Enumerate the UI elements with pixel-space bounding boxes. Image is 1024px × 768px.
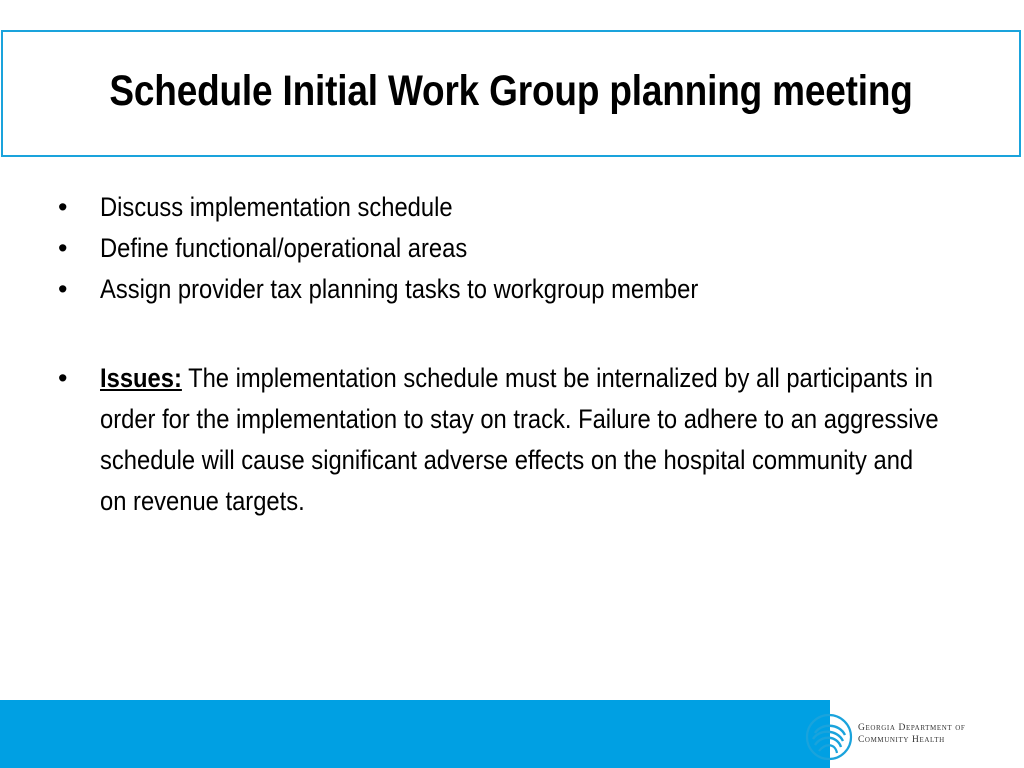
bullet-item [56, 228, 956, 269]
bullet-item [56, 187, 956, 228]
logo-line2: Community Health [858, 735, 945, 745]
footer-band [0, 700, 830, 768]
bullet-item [56, 269, 956, 310]
georgia-dch-logo-icon [805, 713, 853, 761]
issues-text: The implementation schedule must be internalized by all participants in order for the implementation to stay on track. Failure to adhere to an aggressive schedule will cause significant adverse effects on the hospital community and on revenue targets. [100, 363, 939, 516]
bullet-text: Define functional/operational areas [100, 233, 468, 263]
issues-label: Issues: [100, 363, 182, 393]
bullet-list [56, 187, 956, 522]
bullet-dot: • [58, 363, 68, 393]
bullet-dot: • [58, 274, 68, 304]
title-box [1, 30, 1021, 157]
logo-line1: Georgia Department of [858, 723, 966, 733]
logo-text [858, 722, 965, 746]
bullet-dot: • [58, 192, 68, 222]
bullet-text: Assign provider tax planning tasks to workgroup member [100, 274, 699, 304]
bullet-dot: • [58, 233, 68, 263]
bullet-text: Discuss implementation schedule [100, 192, 453, 222]
bullet-spacer [56, 310, 956, 358]
issues-bullet [56, 358, 956, 522]
slide-title: Schedule Initial Work Group planning meeting [109, 67, 913, 115]
